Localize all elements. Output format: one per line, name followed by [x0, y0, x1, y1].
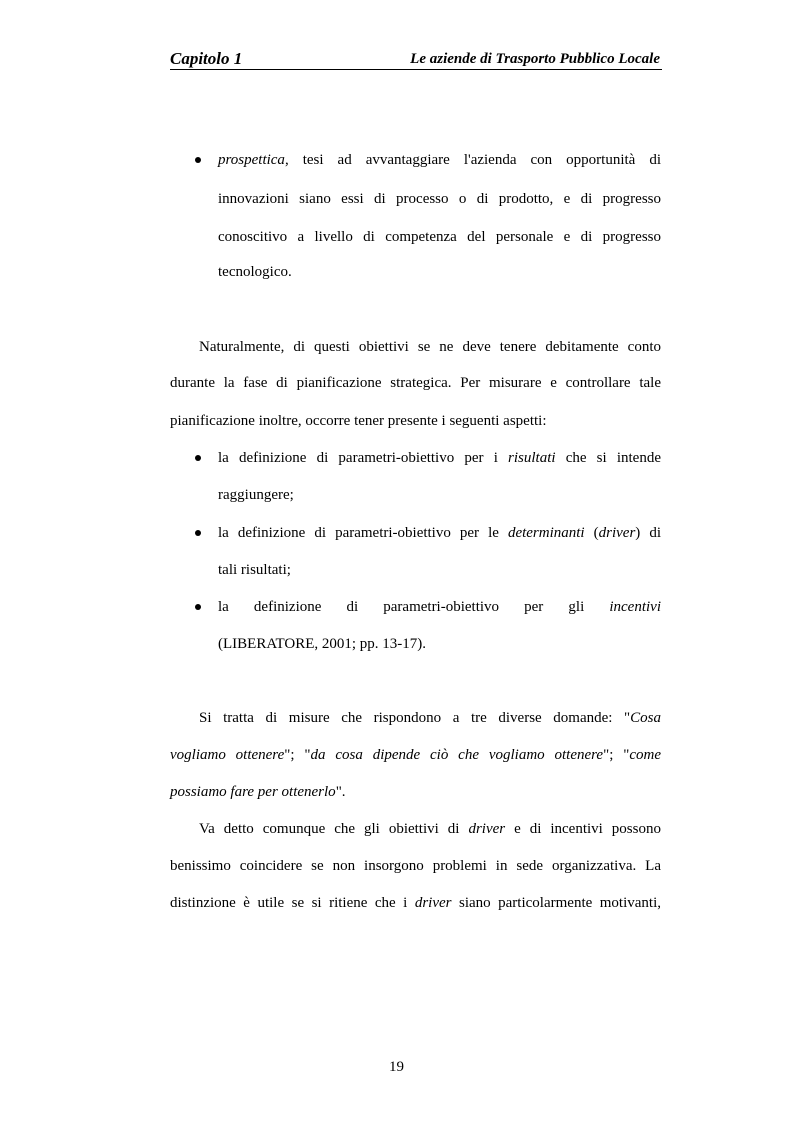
running-header [170, 49, 662, 70]
term-prospettica: prospettica [218, 152, 285, 168]
bullet-marker [194, 597, 204, 617]
bullet-2-line-1: la definizione di parametri-obiettivo per i risultati che si intende [218, 450, 661, 466]
term-risultati: risultati [508, 450, 556, 466]
para-1-line-2: durante la fase di pianificazione strategica. Per misurare e controllare tale [170, 375, 661, 391]
bullet-4-line-2: (LIBERATORE, 2001; pp. 13-17). [218, 636, 427, 652]
bullet-marker [194, 448, 204, 468]
bullet-4-line-1: la definizione di parametri-obiettivo per gli incentivi [218, 599, 661, 615]
para-2-line-1: Si tratta di misure che rispondono a tre diverse domande: "Cosa [199, 710, 661, 726]
para-1-line-3: pianificazione inoltre, occorre tener presente i seguenti aspetti: [170, 413, 547, 429]
term-determinanti: determinanti [507, 525, 585, 541]
bullet-3-line-1: la definizione di parametri-obiettivo per le determinanti (driver) di [218, 525, 661, 541]
bullet-1-line-3: conoscitivo a livello di competenza del personale e di progresso [218, 229, 661, 245]
header-title: Le aziende di Trasporto Pubblico Locale [410, 51, 660, 67]
bullet-1-line-1: prospettica, tesi ad avvantaggiare l'azienda con opportunità di [218, 152, 661, 168]
bullet-2-line-2: raggiungere; [218, 487, 294, 503]
bullet-marker [194, 150, 204, 170]
bullet-1-line-4: tecnologico. [218, 264, 292, 280]
term-driver: driver [598, 525, 636, 541]
header-chapter: Capitolo 1 [170, 49, 243, 68]
term-incentivi: incentivi [609, 599, 661, 615]
para-1-line-1: Naturalmente, di questi obiettivi se ne deve tenere debitamente conto [199, 339, 661, 355]
para-3-line-3: distinzione è utile se si ritiene che i driver siano particolarmente motivanti, [170, 895, 662, 911]
para-2-line-2: vogliamo ottenere"; "da cosa dipende ciò che vogliamo ottenere"; "come [170, 747, 662, 763]
para-2-line-3: possiamo fare per ottenerlo". [170, 784, 346, 800]
para-3-line-1: Va detto comunque che gli obiettivi di driver e di incentivi possono [199, 821, 661, 837]
page-number: 19 [389, 1059, 404, 1075]
para-3-line-2: benissimo coincidere se non insorgono problemi in sede organizzativa. La [170, 858, 661, 874]
bullet-3-line-2: tali risultati; [218, 562, 291, 578]
bullet-marker [194, 523, 204, 543]
bullet-1-line-2: innovazioni siano essi di processo o di prodotto, e di progresso [218, 191, 661, 207]
